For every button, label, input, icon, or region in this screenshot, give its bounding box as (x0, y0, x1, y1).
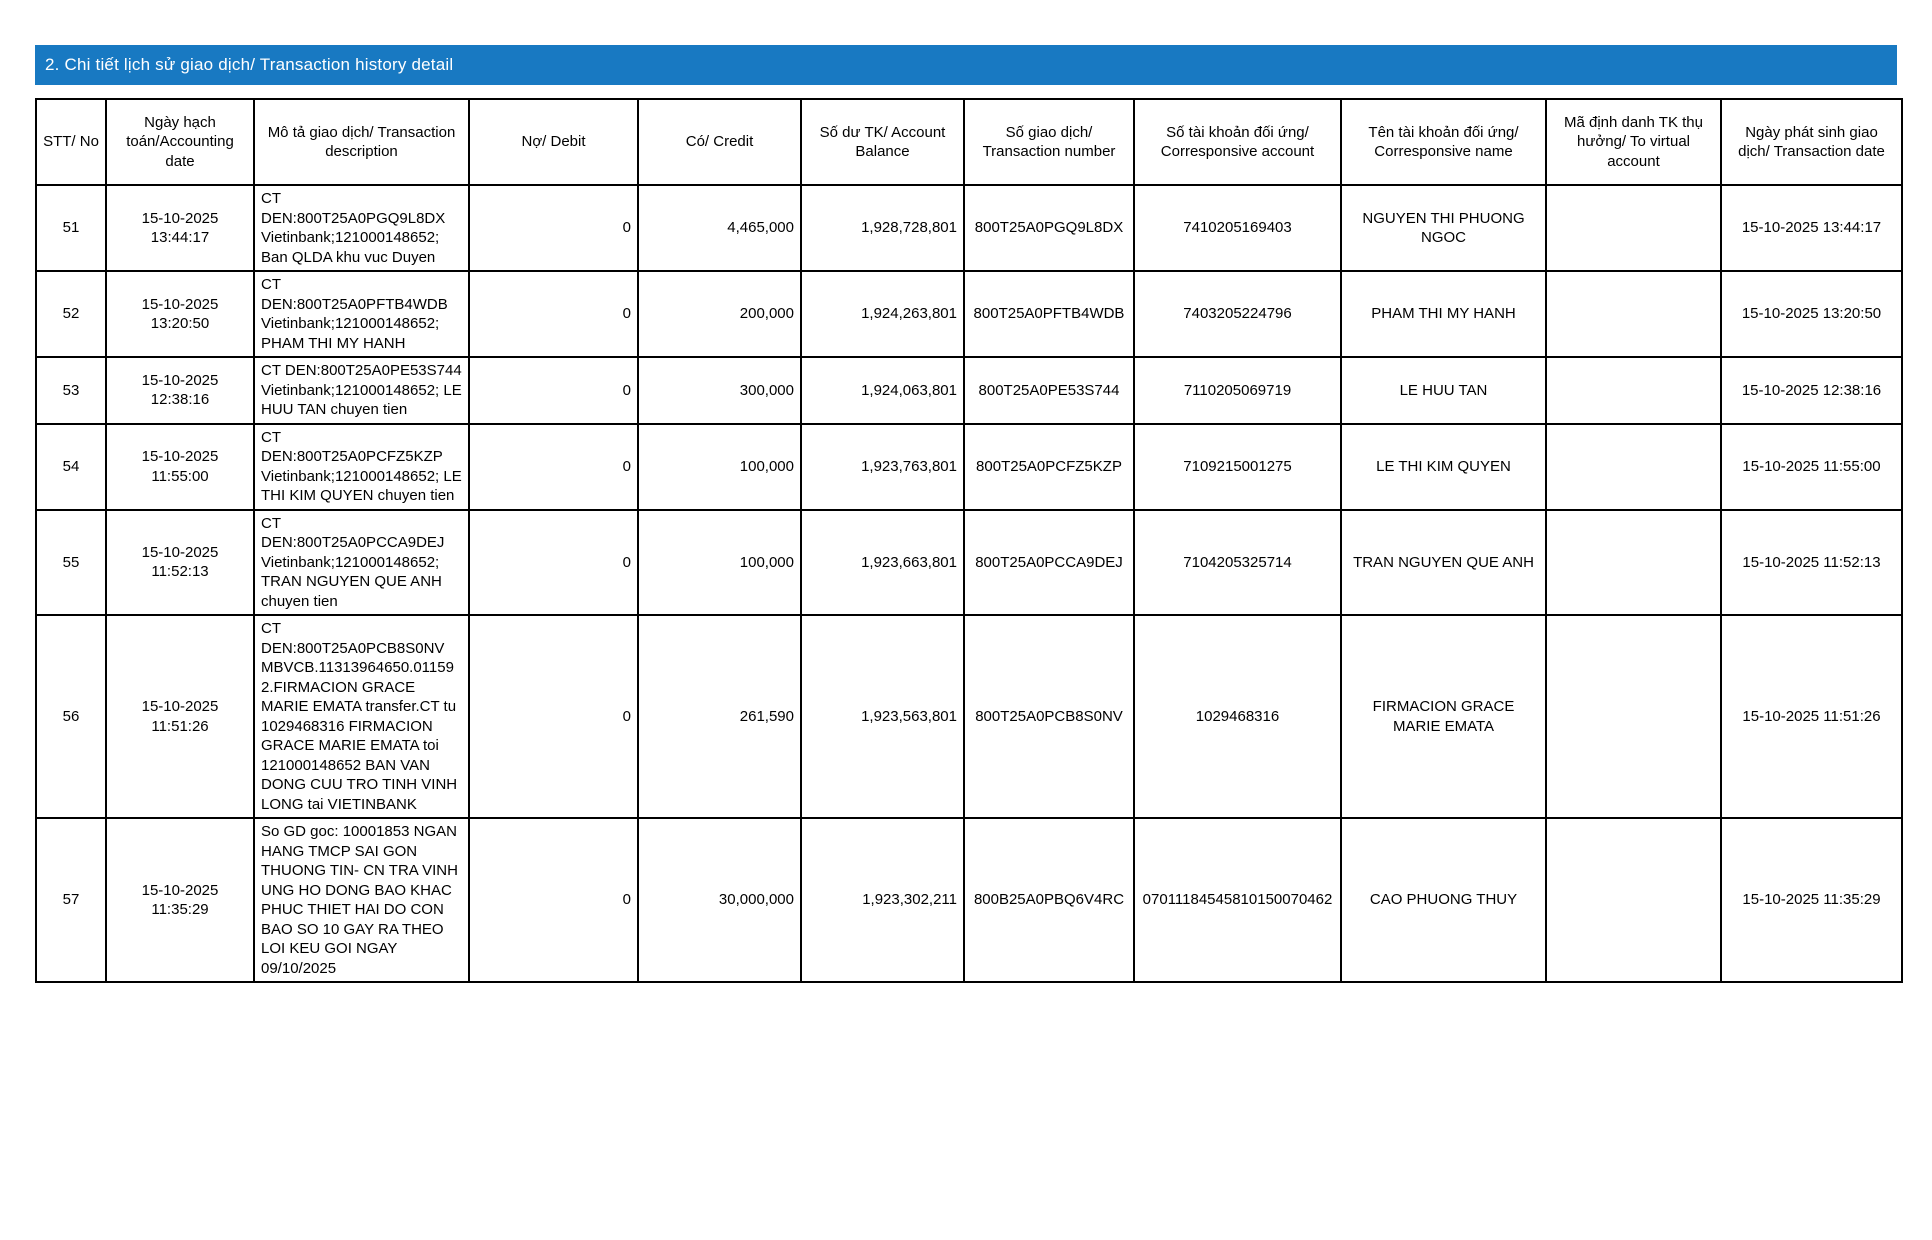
cell-corresponsive-account: 1029468316 (1134, 615, 1341, 818)
cell-virtual-account (1546, 818, 1721, 982)
cell-transaction-date: 15-10-2025 11:52:13 (1721, 510, 1902, 616)
cell-corresponsive-name: LE HUU TAN (1341, 357, 1546, 424)
cell-accounting-date: 15-10-2025 11:55:00 (106, 424, 254, 510)
table-row (36, 818, 1902, 982)
table-row (36, 510, 1902, 616)
section-title-bar (35, 45, 1897, 85)
cell-corresponsive-name: PHAM THI MY HANH (1341, 271, 1546, 357)
cell-accounting-date: 15-10-2025 13:44:17 (106, 185, 254, 271)
cell-debit: 0 (469, 510, 638, 616)
cell-corresponsive-name: NGUYEN THI PHUONG NGOC (1341, 185, 1546, 271)
cell-corresponsive-account: 7104205325714 (1134, 510, 1341, 616)
cell-balance: 1,928,728,801 (801, 185, 964, 271)
cell-transaction-number: 800T25A0PE53S744 (964, 357, 1134, 424)
cell-corresponsive-account: 7403205224796 (1134, 271, 1341, 357)
col-header-credit: Có/ Credit (638, 99, 801, 185)
transaction-history-table (35, 98, 1903, 983)
col-header-virtual-account: Mã định danh TK thụ hưởng/ To virtual account (1546, 99, 1721, 185)
cell-credit: 300,000 (638, 357, 801, 424)
cell-debit: 0 (469, 271, 638, 357)
col-header-debit: Nợ/ Debit (469, 99, 638, 185)
table-row (36, 271, 1902, 357)
cell-accounting-date: 15-10-2025 11:52:13 (106, 510, 254, 616)
cell-credit: 100,000 (638, 510, 801, 616)
cell-transaction-date: 15-10-2025 12:38:16 (1721, 357, 1902, 424)
cell-credit: 4,465,000 (638, 185, 801, 271)
table-row (36, 357, 1902, 424)
cell-balance: 1,923,763,801 (801, 424, 964, 510)
cell-corresponsive-account: 7109215001275 (1134, 424, 1341, 510)
cell-transaction-date: 15-10-2025 11:55:00 (1721, 424, 1902, 510)
cell-transaction-date: 15-10-2025 13:44:17 (1721, 185, 1902, 271)
cell-transaction-date: 15-10-2025 11:51:26 (1721, 615, 1902, 818)
cell-description: So GD goc: 10001853 NGAN HANG TMCP SAI GON THUONG TIN- CN TRA VINH UNG HO DONG BAO KHAC PHUC THIET HAI DO CON BAO SO 10 GAY RA THEO LOI KEU GOI NGAY 09/10/2025 (254, 818, 469, 982)
cell-debit: 0 (469, 615, 638, 818)
table-row (36, 615, 1902, 818)
cell-virtual-account (1546, 271, 1721, 357)
col-header-no: STT/ No (36, 99, 106, 185)
cell-transaction-number: 800T25A0PCB8S0NV (964, 615, 1134, 818)
section-title: 2. Chi tiết lịch sử giao dịch/ Transaction history detail (45, 55, 454, 74)
transaction-table-wrapper (35, 98, 1897, 983)
col-header-description: Mô tả giao dịch/ Transaction description (254, 99, 469, 185)
cell-transaction-number: 800B25A0PBQ6V4RC (964, 818, 1134, 982)
cell-corresponsive-account: 7110205069719 (1134, 357, 1341, 424)
cell-corresponsive-account: 7410205169403 (1134, 185, 1341, 271)
cell-balance: 1,924,263,801 (801, 271, 964, 357)
cell-corresponsive-name: TRAN NGUYEN QUE ANH (1341, 510, 1546, 616)
cell-no: 55 (36, 510, 106, 616)
col-header-transaction-number: Số giao dịch/ Transaction number (964, 99, 1134, 185)
cell-description: CT DEN:800T25A0PCCA9DEJ Vietinbank;121000148652; TRAN NGUYEN QUE ANH chuyen tien (254, 510, 469, 616)
cell-corresponsive-name: CAO PHUONG THUY (1341, 818, 1546, 982)
cell-accounting-date: 15-10-2025 11:35:29 (106, 818, 254, 982)
cell-balance: 1,923,663,801 (801, 510, 964, 616)
col-header-corresponsive-account: Số tài khoản đối ứng/ Corresponsive account (1134, 99, 1341, 185)
cell-description: CT DEN:800T25A0PCB8S0NV MBVCB.11313964650.011592.FIRMACION GRACE MARIE EMATA transfer.CT tu 1029468316 FIRMACION GRACE MARIE EMATA toi 121000148652 BAN VAN DONG CUU TRO TINH VINH LONG tai VIETINBANK (254, 615, 469, 818)
cell-accounting-date: 15-10-2025 12:38:16 (106, 357, 254, 424)
cell-no: 53 (36, 357, 106, 424)
cell-no: 57 (36, 818, 106, 982)
cell-no: 54 (36, 424, 106, 510)
cell-description: CT DEN:800T25A0PE53S744 Vietinbank;121000148652; LE HUU TAN chuyen tien (254, 357, 469, 424)
col-header-balance: Số dư TK/ Account Balance (801, 99, 964, 185)
cell-virtual-account (1546, 424, 1721, 510)
cell-debit: 0 (469, 185, 638, 271)
header-row (36, 99, 1902, 185)
cell-accounting-date: 15-10-2025 13:20:50 (106, 271, 254, 357)
cell-credit: 200,000 (638, 271, 801, 357)
cell-credit: 261,590 (638, 615, 801, 818)
cell-debit: 0 (469, 818, 638, 982)
cell-description: CT DEN:800T25A0PGQ9L8DX Vietinbank;121000148652; Ban QLDA khu vuc Duyen (254, 185, 469, 271)
col-header-transaction-date: Ngày phát sinh giao dịch/ Transaction date (1721, 99, 1902, 185)
cell-transaction-date: 15-10-2025 11:35:29 (1721, 818, 1902, 982)
cell-no: 51 (36, 185, 106, 271)
col-header-corresponsive-name: Tên tài khoản đối ứng/ Corresponsive name (1341, 99, 1546, 185)
cell-transaction-number: 800T25A0PCCA9DEJ (964, 510, 1134, 616)
cell-balance: 1,923,302,211 (801, 818, 964, 982)
cell-balance: 1,923,563,801 (801, 615, 964, 818)
cell-balance: 1,924,063,801 (801, 357, 964, 424)
table-row (36, 424, 1902, 510)
cell-no: 56 (36, 615, 106, 818)
cell-credit: 30,000,000 (638, 818, 801, 982)
cell-credit: 100,000 (638, 424, 801, 510)
cell-accounting-date: 15-10-2025 11:51:26 (106, 615, 254, 818)
cell-no: 52 (36, 271, 106, 357)
table-row (36, 185, 1902, 271)
cell-transaction-date: 15-10-2025 13:20:50 (1721, 271, 1902, 357)
cell-description: CT DEN:800T25A0PFTB4WDB Vietinbank;121000148652; PHAM THI MY HANH (254, 271, 469, 357)
cell-corresponsive-account: 07011184545810150070462 (1134, 818, 1341, 982)
cell-corresponsive-name: FIRMACION GRACE MARIE EMATA (1341, 615, 1546, 818)
cell-transaction-number: 800T25A0PGQ9L8DX (964, 185, 1134, 271)
cell-virtual-account (1546, 357, 1721, 424)
col-header-accounting-date: Ngày hạch toán/Accounting date (106, 99, 254, 185)
cell-corresponsive-name: LE THI KIM QUYEN (1341, 424, 1546, 510)
cell-virtual-account (1546, 615, 1721, 818)
cell-transaction-number: 800T25A0PCFZ5KZP (964, 424, 1134, 510)
cell-description: CT DEN:800T25A0PCFZ5KZP Vietinbank;121000148652; LE THI KIM QUYEN chuyen tien (254, 424, 469, 510)
cell-debit: 0 (469, 357, 638, 424)
cell-virtual-account (1546, 510, 1721, 616)
cell-debit: 0 (469, 424, 638, 510)
cell-transaction-number: 800T25A0PFTB4WDB (964, 271, 1134, 357)
cell-virtual-account (1546, 185, 1721, 271)
